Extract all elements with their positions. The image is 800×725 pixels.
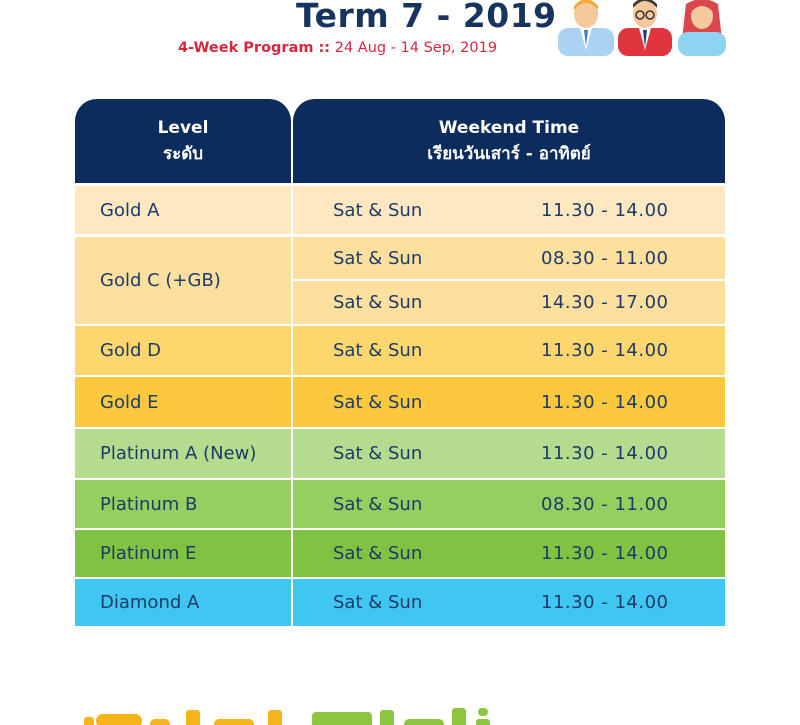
time-label: 11.30 - 14.00 bbox=[541, 592, 669, 613]
time-label: 08.30 - 11.00 bbox=[541, 493, 669, 515]
level-column-header bbox=[75, 99, 291, 183]
time-slot-cell bbox=[293, 186, 725, 234]
time-slot-cell bbox=[293, 480, 725, 528]
day-label: Sat & Sun bbox=[333, 291, 423, 313]
people-illustration-icon bbox=[556, 0, 728, 58]
time-column-header bbox=[293, 99, 725, 183]
time-label: 08.30 - 11.00 bbox=[541, 247, 669, 269]
day-label: Sat & Sun bbox=[333, 443, 423, 464]
level-header-en: Level bbox=[157, 118, 209, 138]
businessman-icon bbox=[558, 0, 614, 56]
time-slot-cell bbox=[293, 377, 725, 427]
man-glasses-icon bbox=[618, 0, 672, 56]
time-slot-cell bbox=[293, 429, 725, 478]
time-label: 11.30 - 14.00 bbox=[541, 199, 669, 221]
level-cell: Diamond A bbox=[75, 579, 291, 626]
program-label: 4-Week Program :: bbox=[178, 40, 331, 56]
time-label: 11.30 - 14.00 bbox=[541, 340, 669, 361]
day-label: Sat & Sun bbox=[333, 592, 423, 613]
time-header-th: เรียนวันเสาร์ - อาทิตย์ bbox=[427, 144, 591, 164]
day-label: Sat & Sun bbox=[333, 340, 423, 361]
level-cell: Gold C (+GB) bbox=[75, 237, 291, 324]
page-title: Term 7 - 2019 bbox=[296, 0, 557, 35]
day-label: Sat & Sun bbox=[333, 199, 423, 221]
level-cell: Gold D bbox=[75, 326, 291, 375]
program-dates: 24 Aug - 14 Sep, 2019 bbox=[334, 40, 498, 56]
day-label: Sat & Sun bbox=[333, 543, 423, 564]
time-slot-cell bbox=[293, 326, 725, 375]
time-label: 11.30 - 14.00 bbox=[541, 543, 669, 564]
time-slot-cell bbox=[293, 530, 725, 577]
time-label: 11.30 - 14.00 bbox=[541, 443, 669, 464]
woman-icon bbox=[678, 0, 726, 56]
time-label: 14.30 - 17.00 bbox=[541, 291, 669, 313]
time-header-en: Weekend Time bbox=[438, 118, 580, 138]
day-label: Sat & Sun bbox=[333, 391, 423, 413]
level-cell: Gold A bbox=[75, 186, 291, 234]
level-cell: Platinum E bbox=[75, 530, 291, 577]
time-label: 11.30 - 14.00 bbox=[541, 391, 669, 413]
level-cell: Platinum A (New) bbox=[75, 429, 291, 478]
day-label: Sat & Sun bbox=[333, 247, 423, 269]
time-slot-cell bbox=[293, 579, 725, 626]
time-slot-cell bbox=[293, 281, 725, 325]
day-label: Sat & Sun bbox=[333, 493, 423, 515]
footer-heading-graphic bbox=[0, 700, 800, 725]
level-header-th: ระดับ bbox=[162, 144, 204, 164]
level-cell: Gold E bbox=[75, 377, 291, 427]
time-slot-cell bbox=[293, 237, 725, 279]
program-subtitle bbox=[178, 40, 497, 56]
level-cell: Platinum B bbox=[75, 480, 291, 528]
